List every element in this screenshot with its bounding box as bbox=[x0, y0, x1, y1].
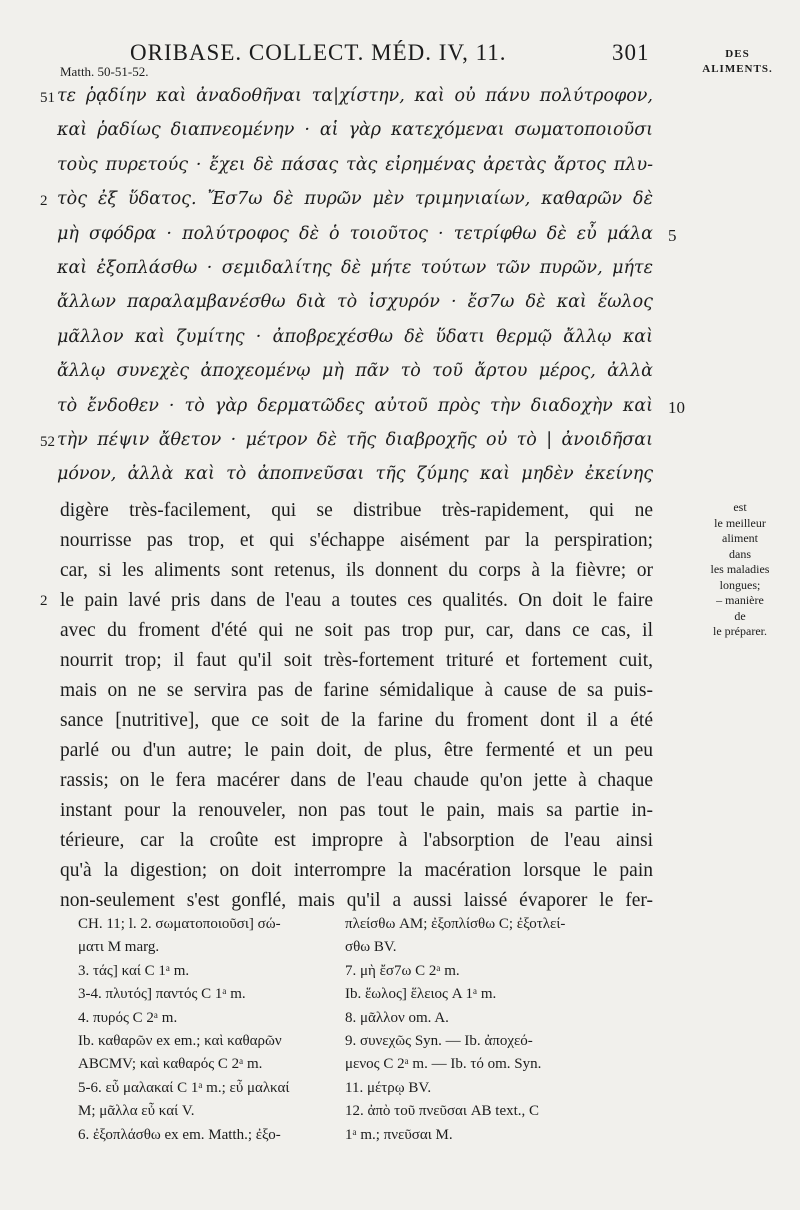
margin-note-line: est bbox=[733, 500, 747, 514]
margin-note-line: – manière bbox=[716, 593, 764, 607]
running-head bbox=[130, 40, 670, 66]
greek-line: μόνον, ἀλλὰ καὶ τὸ ἀποπνεῦσαι τῆς ζύμης καὶ μηδὲν ἐκείνης bbox=[57, 464, 653, 485]
page-title: ORIBASE. COLLECT. MÉD. IV, 11. bbox=[130, 40, 507, 65]
line-number-right: 5 bbox=[668, 225, 677, 245]
translation-line: non-seulement s'est gonflé, mais qu'il a aussi laissé évaporer le fer- bbox=[60, 890, 653, 911]
margin-note-line: le préparer. bbox=[713, 624, 767, 638]
page-number: 301 bbox=[612, 40, 650, 65]
translation-line: térieure, car la croûte est impropre à l'absorption de l'eau ainsi bbox=[60, 830, 653, 851]
greek-line: τὸ ἔνδοθεν · τὸ γὰρ δερματῶδες αὐτοῦ πρὸς τὴν διαδοχὴν καὶ bbox=[57, 395, 653, 416]
note-line: 7. μὴ ἔσ7ω C 2ᵃ m. bbox=[345, 962, 460, 979]
note-line: M; μᾶλλα εὖ καί V. bbox=[78, 1103, 195, 1120]
line-number-left: 51 bbox=[40, 90, 55, 106]
greek-line: τὴν πέψιν ἄθετον · μέτρον δὲ τῆς διαβροχῆς οὐ τὸ | ἀνοιδῆσαι bbox=[57, 430, 653, 450]
line-number-left: 52 bbox=[40, 434, 55, 450]
margin-summary bbox=[690, 500, 790, 640]
note-line: 6. ἐξοπλάσθω ex em. Matth.; ἐξο- bbox=[78, 1126, 281, 1143]
note-line: σθω BV. bbox=[345, 939, 397, 956]
margin-note-line: dans bbox=[729, 546, 751, 561]
margin-note-line: les maladies bbox=[710, 562, 770, 576]
margin-note-line: le meilleur bbox=[714, 515, 766, 530]
translation-line: avec du froment d'été qui ne soit pas trop pur, car, dans ce cas, il bbox=[60, 620, 653, 641]
greek-line: ἄλλων παραλαμβανέσθω διὰ τὸ ἰσχυρόν · ἔσ7ω δὲ καὶ ἕωλος bbox=[57, 292, 653, 313]
translation-line: car, si les aliments sont retenus, ils donnent du corps à la fièvre; or bbox=[60, 560, 653, 581]
margin-note-line: aliment bbox=[722, 531, 758, 545]
note-line: 9. συνεχῶς Syn. — Ib. ἀποχεό- bbox=[345, 1033, 533, 1049]
note-line: ματι M marg. bbox=[78, 939, 160, 956]
translation-line: nourrisse pas trop, et qui s'échappe aisément par la perspiration; bbox=[60, 530, 653, 551]
note-line: πλείσθω AM; ἐξοπλίσθω C; ἐξοτλεί- bbox=[345, 916, 566, 932]
line-number-left: 2 bbox=[40, 193, 48, 210]
margin-note-line: longues; bbox=[719, 577, 761, 592]
greek-line: μᾶλλον καὶ ζυμίτης · ἀποβρεχέσθω δὲ ὕδατι θερμῷ ἄλλῳ καὶ bbox=[57, 326, 653, 347]
line-number-left: 2 bbox=[40, 593, 48, 609]
greek-line: τοὺς πυρετούς · ἔχει δὲ πάσας τὰς εἰρημένας ἀρετὰς ἄρτος πλυ- bbox=[57, 154, 653, 175]
greek-line: καὶ ῥαδίως διαπνεομένην · αἱ γὰρ κατεχόμεναι σωματοποιοῦσι bbox=[57, 120, 653, 141]
translation-line: parlé ou d'un autre; le pain doit, de plus, être fermenté et un peu bbox=[60, 740, 653, 761]
section-title-line: DES bbox=[725, 48, 750, 60]
translation-line: le pain lavé pris dans de l'eau a toutes ces qualités. On doit le faire bbox=[60, 590, 653, 611]
note-line: 8. μᾶλλον om. A. bbox=[345, 1009, 449, 1026]
section-title-line: ALIMENTS. bbox=[702, 63, 773, 75]
note-line: 1ᵃ m.; πνεῦσαι M. bbox=[345, 1126, 453, 1143]
greek-line: τε ῥᾳδίην καὶ ἀναδοθῆναι τα|χίστην, καὶ οὐ πάνυ πολύτροφον, bbox=[57, 86, 653, 106]
note-line: μενος C 2ᵃ m. — Ib. τό om. Syn. bbox=[345, 1056, 542, 1073]
translation-line: sance [nutritive], que ce soit de la farine du froment dont il a été bbox=[60, 710, 653, 731]
translation-line: qu'à la digestion; on doit interrompre la macération lorsque le pain bbox=[60, 860, 653, 881]
note-line: 3. τάς] καί C 1ᵃ m. bbox=[78, 962, 190, 979]
note-line: 5-6. εὖ μαλακαί C 1ᵃ m.; εὖ μαλκαί bbox=[78, 1079, 290, 1096]
translation-line: instant pour la renouveler, non pas tout le pain, mais sa partie in- bbox=[60, 800, 653, 821]
greek-line: καὶ ἐξοπλάσθω · σεμιδαλίτης δὲ μήτε τούτων τῶν πυρῶν, μήτε bbox=[57, 258, 653, 278]
note-line: 11. μέτρῳ BV. bbox=[345, 1079, 432, 1096]
note-line: Ib. καθαρῶν ex em.; καὶ καθαρῶν bbox=[78, 1033, 282, 1049]
translation-line: digère très-facilement, qui se distribue très-rapidement, qui ne bbox=[60, 500, 653, 521]
greek-line: ἄλλῳ συνεχὲς ἀποχεομένῳ μὴ πᾶν τὸ τοῦ ἄρτου μέρος, ἀλλὰ bbox=[57, 361, 653, 382]
greek-line: τὸς ἐξ ὕδατος. Ἔσ7ω δὲ πυρῶν μὲν τριμηνιαίων, καθαρῶν δὲ bbox=[57, 189, 653, 210]
note-line: CH. 11; l. 2. σωματοποιοῦσι] σώ- bbox=[78, 916, 281, 932]
note-line: 12. ἀπὸ τοῦ πνεῦσαι AB text., C bbox=[345, 1103, 540, 1120]
translation-line: rassis; on le fera macérer dans de l'eau chaude qu'on jette à chaque bbox=[60, 770, 653, 791]
note-line: 4. πυρός C 2ᵃ m. bbox=[78, 1009, 178, 1026]
note-line: 3-4. πλυτός] παντός C 1ᵃ m. bbox=[78, 986, 246, 1003]
greek-line: μὴ σφόδρα · πολύτροφος δὲ ὁ τοιοῦτος · τετρίφθω δὲ εὖ μάλα bbox=[57, 223, 653, 244]
matthaei-reference: Matth. 50-51-52. bbox=[60, 64, 149, 79]
translation-line: nourrit trop; il faut qu'il soit très-fortement trituré et fortement cuit, bbox=[60, 650, 653, 671]
margin-note-line: de bbox=[734, 608, 746, 623]
translation-line: mais on ne se servira pas de farine sémidalique à cause de sa puis- bbox=[60, 680, 653, 701]
note-line: Ib. ἕωλος] ἕλειος A 1ᵃ m. bbox=[345, 986, 497, 1003]
line-number-right: 10 bbox=[668, 397, 685, 417]
section-title bbox=[680, 47, 795, 77]
note-line: ABCMV; καὶ καθαρός C 2ᵃ m. bbox=[78, 1056, 263, 1073]
